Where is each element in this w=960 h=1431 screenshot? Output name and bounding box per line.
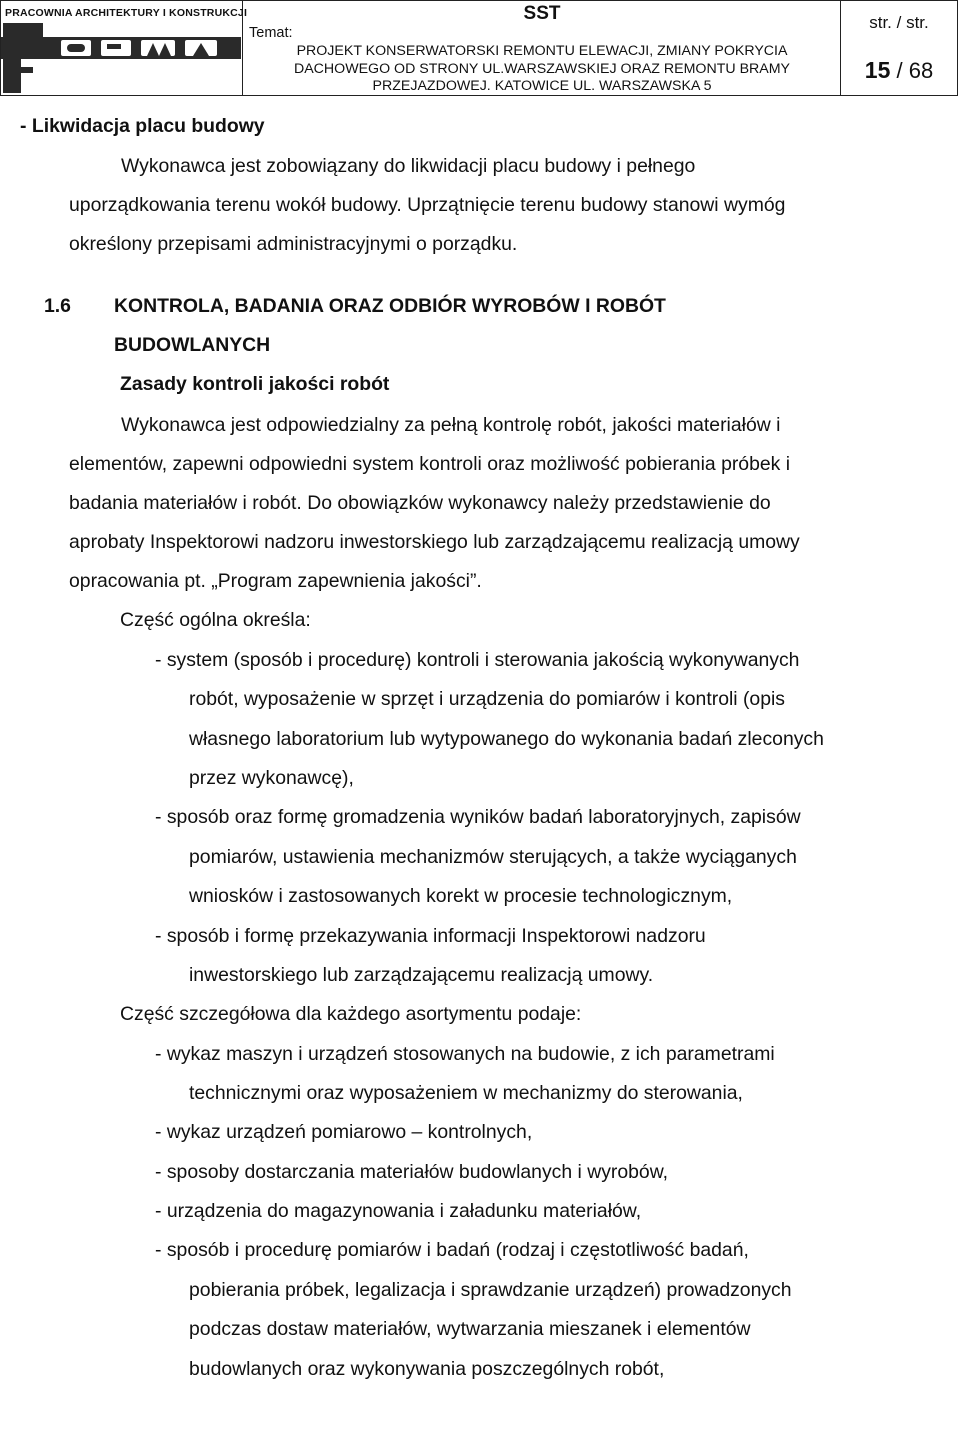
page-cell (841, 1, 957, 95)
page-number (841, 57, 957, 84)
list-item-cont: pobierania próbek, legalizacja i sprawdzanie urządzeń) prowadzonych (189, 1279, 792, 1301)
topic-cell (243, 1, 841, 95)
paragraph-line: Część ogólna określa: (120, 609, 311, 631)
section-title: KONTROLA, BADANIA ORAZ ODBIÓR WYROBÓW I ROBÓT (114, 295, 666, 317)
paragraph-line: opracowania pt. „Program zapewnienia jakości”. (69, 570, 482, 592)
page-label: str. / str. (869, 13, 929, 32)
list-item: - sposób i procedurę pomiarów i badań (rodzaj i częstotliwość badań, (155, 1239, 749, 1261)
paragraph-line: badania materiałów i robót. Do obowiązków wykonawcy należy przedstawienie do (69, 492, 771, 514)
list-item: - wykaz maszyn i urządzeń stosowanych na budowie, z ich parametrami (155, 1043, 775, 1065)
bullet-heading: - Likwidacja placu budowy (20, 115, 265, 137)
list-item: - sposób i formę przekazywania informacji Inspektorowi nadzoru (155, 925, 706, 947)
paragraph-line: aprobaty Inspektorowi nadzoru inwestorskiego lub zarządzającemu realizacją umowy (69, 531, 800, 553)
paragraph-line: Wykonawca jest odpowiedzialny za pełną kontrolę robót, jakości materiałów i (121, 414, 781, 436)
paragraph-line: określony przepisami administracyjnymi o porządku. (69, 233, 518, 255)
list-item-cont: budowlanych oraz wykonywania poszczególnych robót, (189, 1358, 665, 1380)
section-title: BUDOWLANYCH (114, 334, 271, 356)
list-item-cont: podczas dostaw materiałów, wytwarzania mieszanek i elementów (189, 1318, 751, 1340)
page-current: 15 (864, 57, 891, 83)
subsection-title: Zasady kontroli jakości robót (120, 373, 390, 395)
paragraph-line: uporządkowania terenu wokół budowy. Uprzątnięcie terenu budowy stanowi wymóg (69, 194, 786, 216)
topic-text (243, 43, 841, 96)
list-item-cont: pomiarów, ustawienia mechanizmów sterujących, a także wyciąganych (189, 846, 797, 868)
logo-cell (1, 1, 248, 95)
list-item-cont: robót, wyposażenie w sprzęt i urządzenia do pomiarów i kontroli (opis (189, 688, 786, 710)
topic-line: PRZEJAZDOWEJ. KATOWICE UL. WARSZAWSKA 5 (372, 78, 712, 94)
list-item: - urządzenia do magazynowania i załadunku materiałów, (155, 1200, 642, 1222)
topic-line: DACHOWEGO OD STRONY UL.WARSZAWSKIEJ ORAZ REMONTU BRAMY (293, 60, 791, 77)
page-separator: / (890, 58, 909, 83)
page-header (0, 0, 958, 96)
page-total: 68 (908, 58, 934, 83)
list-item-cont: własnego laboratorium lub wytypowanego do wykonania badań zleconych (189, 728, 824, 750)
forma-logo (1, 23, 241, 95)
list-item: - sposoby dostarczania materiałów budowlanych i wyrobów, (155, 1161, 669, 1183)
list-item: - wykaz urządzeń pomiarowo – kontrolnych, (155, 1121, 533, 1143)
topic-label: Temat: (249, 25, 293, 41)
paragraph-line: elementów, zapewni odpowiedni system kontroli oraz możliwość pobierania próbek i (69, 453, 791, 475)
list-item-cont: inwestorskiego lub zarządzającemu realizacją umowy. (189, 964, 654, 986)
doc-code: SST (523, 3, 561, 24)
list-item-cont: przez wykonawcę), (189, 767, 354, 789)
section-number: 1.6 (44, 295, 71, 317)
list-item: - sposób oraz formę gromadzenia wyników badań laboratoryjnych, zapisów (155, 806, 801, 828)
list-item-cont: technicznymi oraz wyposażeniem w mechanizmy do sterowania, (189, 1082, 743, 1104)
company-name: PRACOWNIA ARCHITEKTURY I KONSTRUKCJI (5, 7, 248, 19)
paragraph-line: Wykonawca jest zobowiązany do likwidacji placu budowy i pełnego (121, 155, 696, 177)
list-item: - system (sposób i procedurę) kontroli i sterowania jakością wykonywanych (155, 649, 800, 671)
list-item-cont: wniosków i zastosowanych korekt w procesie technologicznym, (189, 885, 733, 907)
paragraph-line: Część szczegółowa dla każdego asortymentu podaje: (120, 1003, 582, 1025)
topic-line: PROJEKT KONSERWATORSKI REMONTU ELEWACJI, ZMIANY POKRYCIA (296, 43, 788, 59)
